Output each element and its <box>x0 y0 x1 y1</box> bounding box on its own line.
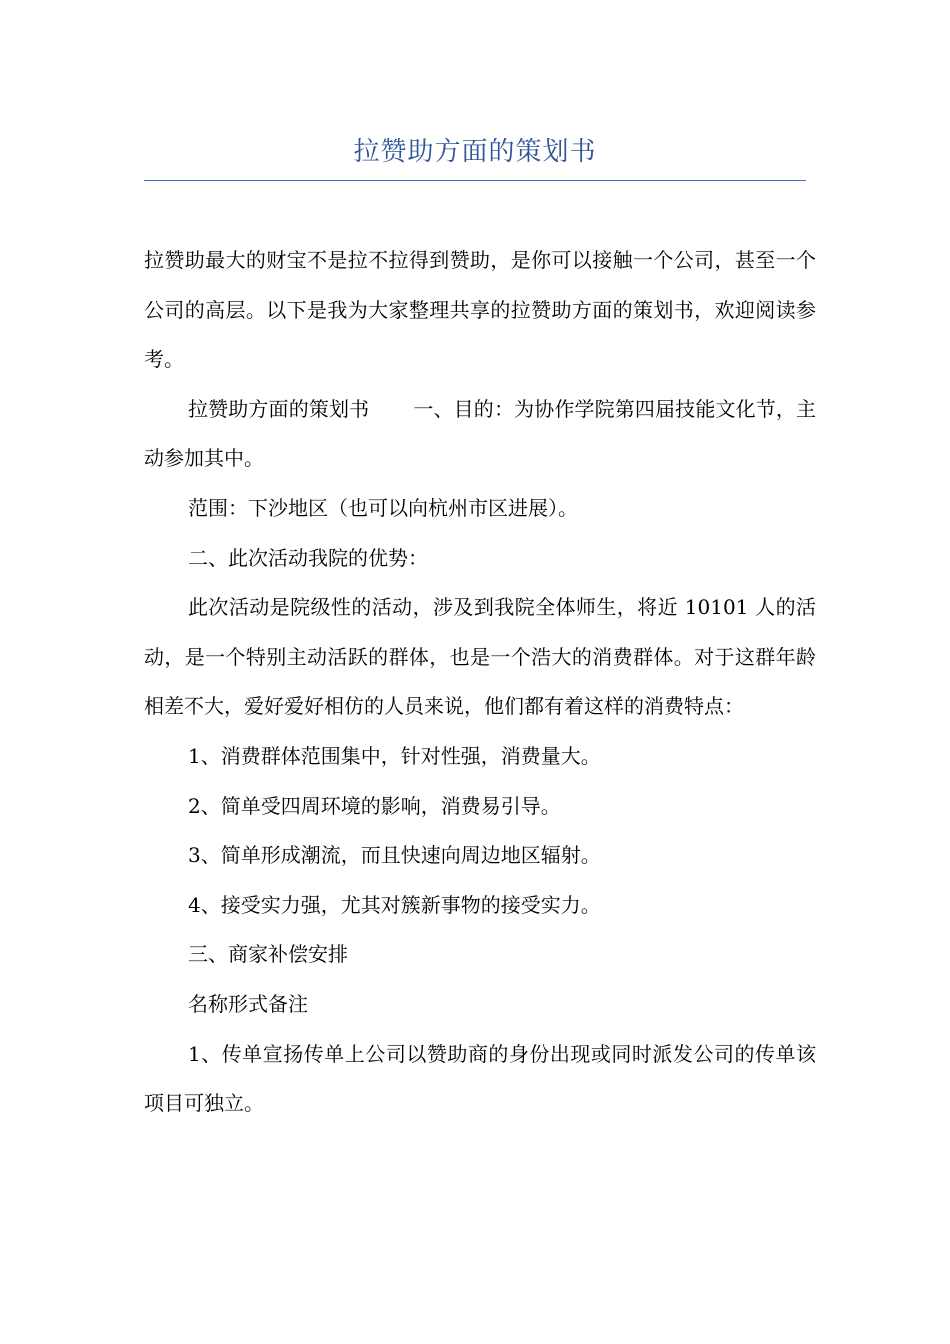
document-body <box>144 236 816 1129</box>
list-item: 3、简单形成潮流，而且快速向周边地区辐射。 <box>188 843 601 868</box>
compensation-heading: 三、商家补偿安排 <box>188 942 348 967</box>
section-heading-paragraph <box>144 385 816 484</box>
purpose-text: 一、目的：为协作学院第四届技能文化节，主动参加其中。 <box>144 396 817 471</box>
scope-paragraph: 范围：下沙地区（也可以向杭州市区进展）。 <box>188 495 578 520</box>
list-item: 4、接受实力强，尤其对簇新事物的接受实力。 <box>188 892 601 917</box>
activity-description: 此次活动是院级性的活动，涉及到我院全体师生，将近 10101 人的活动，是一个特别主动活跃的群体，也是一个浩大的消费群体。对于这群年龄相差不大，爱好爱好相仿的人员来说，他们都有着这样的消费特点： <box>144 595 816 719</box>
document-title: 拉赞助方面的策划书 <box>353 137 597 167</box>
table-header-text: 名称形式备注 <box>188 991 308 1016</box>
intro-paragraph: 拉赞助最大的财宝不是拉不拉得到赞助，是你可以接触一个公司，甚至一个公司的高层。以下是我为大家整理共享的拉赞助方面的策划书，欢迎阅读参考。 <box>144 248 816 372</box>
flyer-item: 1、传单宣扬传单上公司以赞助商的身份出现或同时派发公司的传单该项目可独立。 <box>144 1041 816 1116</box>
list-item: 1、消费群体范围集中，针对性强，消费量大。 <box>188 743 601 768</box>
advantages-heading: 二、此次活动我院的优势： <box>188 545 428 570</box>
list-item: 2、简单受四周环境的影响，消费易引导。 <box>188 793 561 818</box>
plan-subtitle: 拉赞助方面的策划书 <box>188 396 370 421</box>
title-underline <box>144 180 806 181</box>
